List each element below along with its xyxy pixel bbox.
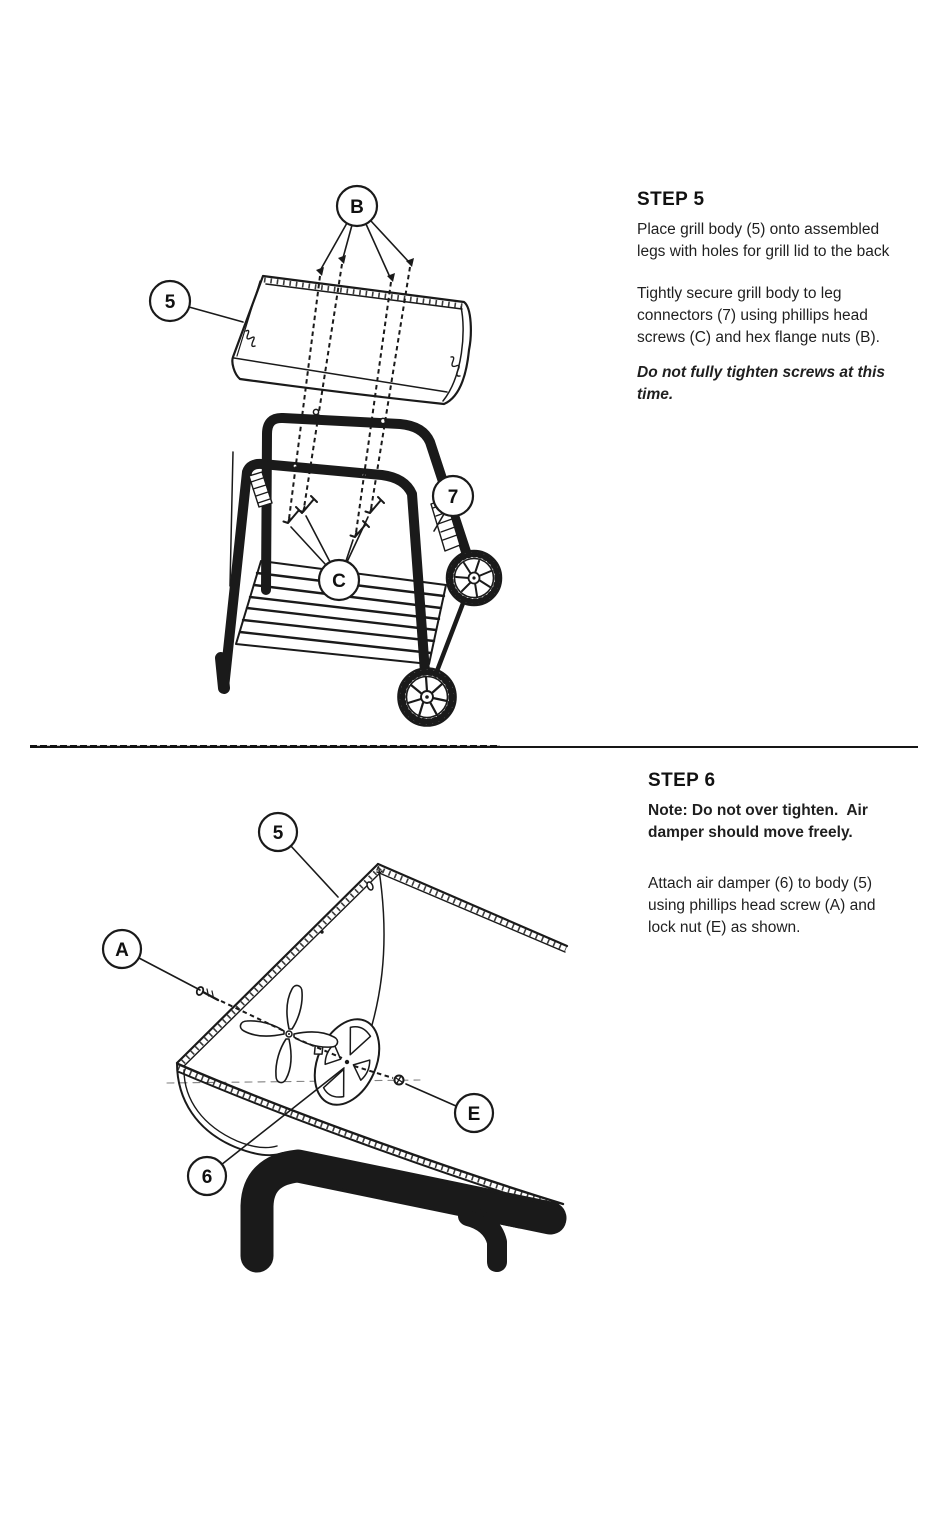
callout-connector-7 — [433, 476, 473, 516]
text-line: Tightly secure grill body to leg — [637, 285, 842, 302]
callout-nut-b — [337, 186, 377, 226]
section-divider — [30, 746, 918, 748]
text-line: Place grill body (5) onto assembled — [637, 221, 880, 238]
step6-diagram — [95, 808, 595, 1280]
svg-text:6: 6 — [201, 1167, 213, 1188]
svg-text:5: 5 — [164, 292, 176, 313]
step6-paragraph — [648, 873, 938, 939]
step6-title: STEP 6 — [648, 770, 716, 791]
step6-text — [648, 770, 938, 959]
text-line: screws (C) and hex flange nuts (B). — [637, 329, 880, 346]
svg-text:A: A — [115, 940, 129, 961]
text-line: legs with holes for grill lid to the back — [637, 243, 890, 260]
front-wheel — [399, 669, 456, 726]
svg-text:B: B — [350, 197, 364, 218]
svg-text:5: 5 — [272, 823, 284, 844]
callout-locknut-e — [455, 1094, 493, 1132]
hex-nuts — [316, 255, 414, 282]
step6-note — [648, 800, 938, 844]
callout-screw-c — [319, 560, 359, 600]
svg-text:7: 7 — [447, 487, 459, 508]
step5-paragraph-1 — [637, 219, 927, 263]
text-line: Note: Do not over tighten. Air — [648, 802, 868, 819]
text-line: lock nut (E) as shown. — [648, 919, 801, 936]
step5-diagram — [100, 160, 540, 760]
callout-body-5 — [259, 813, 297, 851]
callout-body-5 — [150, 281, 190, 321]
rear-wheel — [447, 551, 501, 605]
text-line: Attach air damper (6) to body (5) — [648, 875, 872, 892]
step5-warning — [637, 362, 927, 406]
lock-nut-e — [395, 1076, 404, 1085]
phillips-screw-a — [196, 986, 218, 1000]
damper-vent-disk — [296, 1006, 392, 1115]
step5-paragraph-2 — [637, 283, 927, 349]
step5-text — [637, 189, 927, 426]
text-line: using phillips head screw (A) and — [648, 897, 876, 914]
grill-body — [232, 276, 470, 404]
svg-text:E: E — [467, 1104, 481, 1125]
callout-screw-a — [103, 930, 141, 968]
phillips-screws — [284, 496, 385, 537]
leg-tubes — [257, 1166, 552, 1264]
text-line: Do not fully tighten screws at this — [637, 364, 886, 381]
text-line: connectors (7) using phillips head — [637, 307, 868, 324]
svg-text:C: C — [332, 571, 346, 592]
callout-damper-6 — [188, 1157, 226, 1195]
text-line: time. — [637, 386, 674, 403]
step5-title: STEP 5 — [637, 189, 705, 210]
text-line: damper should move freely. — [648, 824, 853, 841]
